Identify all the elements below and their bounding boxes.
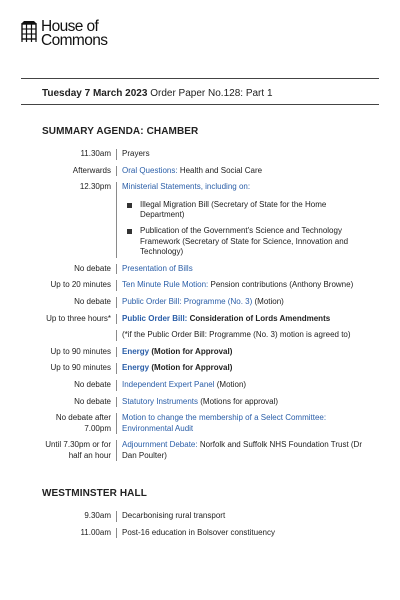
chamber-section-title: SUMMARY AGENDA: CHAMBER xyxy=(42,126,199,137)
statement-list-item xyxy=(122,226,372,258)
statement-text: Publication of the Government's Science and Technology Framework (Secretary of State for Science, Innovation and Technology) xyxy=(140,225,349,257)
agenda-row xyxy=(42,149,372,166)
agenda-row xyxy=(42,380,372,397)
agenda-time: No debate xyxy=(42,380,117,391)
header-rule-bottom xyxy=(21,104,379,105)
agenda-time: No debate xyxy=(42,397,117,408)
westminster-hall-agenda xyxy=(42,511,372,538)
agenda-row xyxy=(42,511,372,528)
agenda-item-text: (Motion) xyxy=(216,379,247,389)
agenda-item-text: Post-16 education in Bolsover constituency xyxy=(122,527,275,537)
agenda-row xyxy=(42,347,372,364)
agenda-row xyxy=(42,440,372,461)
agenda-item-text: Health and Social Care xyxy=(179,165,263,175)
order-paper-date: Tuesday 7 March 2023 xyxy=(42,88,148,99)
agenda-row xyxy=(42,314,372,331)
agenda-item-text: Pension contributions (Anthony Browne) xyxy=(210,280,354,290)
agenda-item-text: (Motion for Approval) xyxy=(151,363,233,373)
header-rule-top xyxy=(21,78,379,79)
agenda-item-text: Prayers xyxy=(122,149,150,158)
agenda-row xyxy=(42,264,372,281)
bullet-square-icon xyxy=(127,203,132,208)
westminster-hall-title: WESTMINSTER HALL xyxy=(42,488,147,499)
agenda-row xyxy=(42,166,372,183)
select-committee-motion-link[interactable]: Motion to change the membership of a Select Committee: Environmental Audit xyxy=(122,413,327,433)
agenda-item-text: (Motions for approval) xyxy=(200,396,279,406)
presentation-of-bills-link[interactable]: Presentation of Bills xyxy=(122,263,193,273)
agenda-row xyxy=(42,413,372,440)
agenda-item-text: Norfolk and Suffolk NHS Foundation Trust (Dr Dan Poulter) xyxy=(122,440,362,460)
agenda-time: No debate xyxy=(42,297,117,308)
statutory-instruments-link[interactable]: Statutory Instruments xyxy=(122,396,199,406)
agenda-time: Until 7.30pm or for half an hour xyxy=(42,440,117,461)
ministerial-statements-link[interactable]: Ministerial Statements, including on: xyxy=(122,182,251,192)
order-paper-number: Order Paper No.128: Part 1 xyxy=(150,88,273,99)
independent-expert-panel-link[interactable]: Independent Expert Panel xyxy=(122,379,215,389)
agenda-row xyxy=(42,182,372,264)
agenda-time: Up to 90 minutes xyxy=(42,347,117,358)
agenda-time xyxy=(42,330,117,341)
adjournment-debate-link[interactable]: Adjournment Debate: xyxy=(122,440,198,450)
statement-list-item xyxy=(122,200,372,221)
agenda-row xyxy=(42,363,372,380)
agenda-item-text: Decarbonising rural transport xyxy=(122,511,226,520)
logo-line-1: House of xyxy=(41,18,99,35)
house-of-commons-logo xyxy=(21,20,107,48)
agenda-item-text: Consideration of Lords Amendments xyxy=(189,313,331,323)
agenda-time: Up to three hours* xyxy=(42,314,117,325)
statement-text: Illegal Migration Bill (Secretary of State for the Home Department) xyxy=(140,199,327,220)
chamber-agenda xyxy=(42,149,372,461)
agenda-time: Up to 90 minutes xyxy=(42,363,117,374)
agenda-row xyxy=(42,397,372,414)
energy-link[interactable]: Energy xyxy=(122,346,150,356)
public-order-programme-link[interactable]: Public Order Bill: Programme (No. 3) xyxy=(122,296,253,306)
agenda-time: No debate xyxy=(42,264,117,275)
agenda-note: (*if the Public Order Bill: Programme (No. 3) motion is agreed to) xyxy=(122,330,351,340)
portcullis-icon xyxy=(21,21,37,43)
agenda-time: 11.30am xyxy=(42,149,117,160)
oral-questions-link[interactable]: Oral Questions: xyxy=(122,165,178,175)
agenda-time: 12.30pm xyxy=(42,182,117,258)
agenda-time: No debate after 7.00pm xyxy=(42,413,117,434)
agenda-time: Afterwards xyxy=(42,166,117,177)
agenda-time: 11.00am xyxy=(42,528,117,539)
agenda-time: 9.30am xyxy=(42,511,117,522)
energy-link[interactable]: Energy xyxy=(122,363,150,373)
bullet-square-icon xyxy=(127,229,132,234)
public-order-bill-link[interactable]: Public Order Bill: xyxy=(122,313,188,323)
logo-line-2: Commons xyxy=(41,32,108,49)
agenda-row xyxy=(42,330,372,347)
agenda-time: Up to 20 minutes xyxy=(42,280,117,291)
agenda-item-text: (Motion) xyxy=(254,296,284,306)
agenda-row xyxy=(42,297,372,314)
agenda-row xyxy=(42,280,372,297)
agenda-row xyxy=(42,528,372,539)
ten-minute-rule-link[interactable]: Ten Minute Rule Motion: xyxy=(122,280,209,290)
agenda-item-text: (Motion for Approval) xyxy=(151,346,233,356)
order-paper-heading xyxy=(42,88,273,99)
